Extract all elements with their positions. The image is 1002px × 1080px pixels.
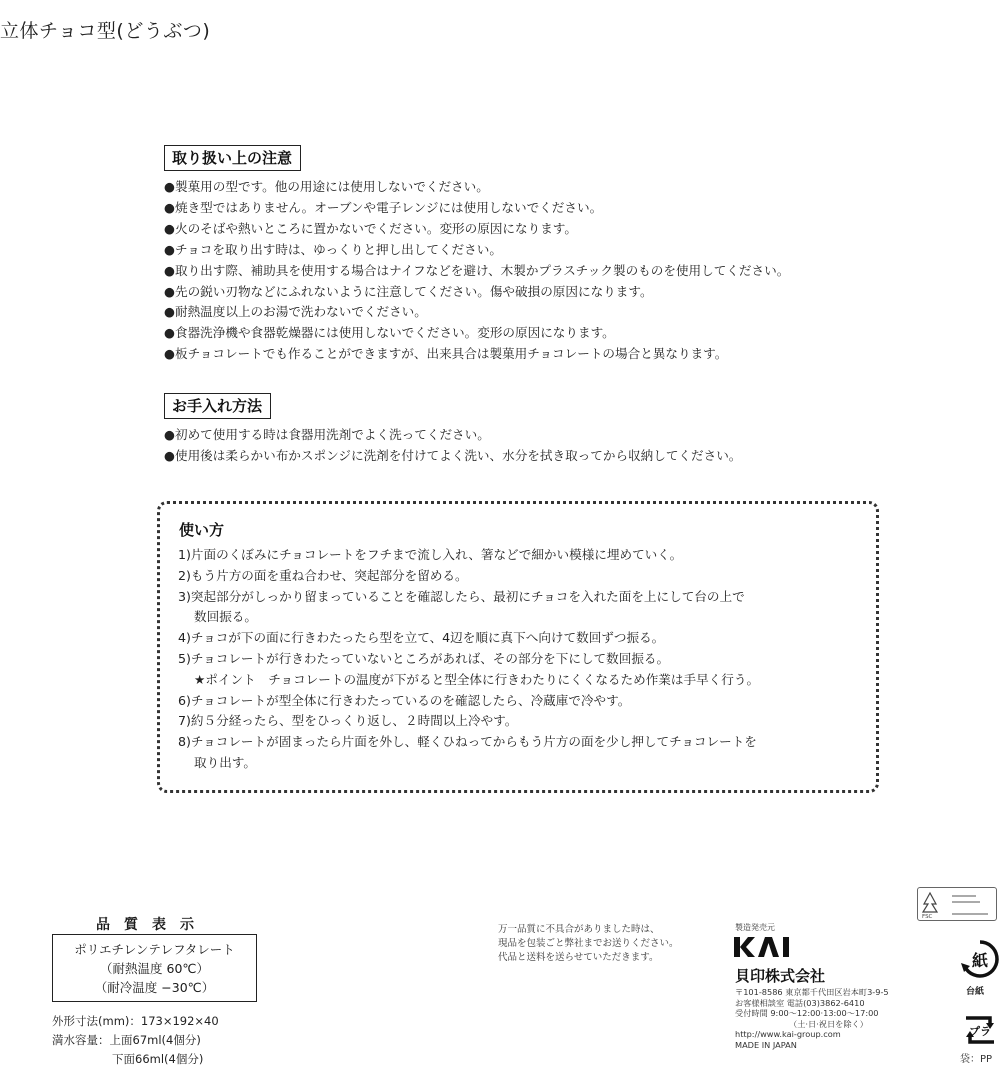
plastic-label: 袋：PP [960,1054,993,1065]
company-address [735,987,889,1050]
step-3-cont: 数回振る。 [194,609,257,625]
url-line: http://www.kai-group.com [735,1029,841,1039]
list-item: ●火のそばや熱いところに置かないでください。変形の原因になります。 [164,220,577,236]
list-item: ●初めて使用する時は食器用洗剤でよく洗ってください。 [164,427,490,442]
hours-line: 受付時間 9:00〜12:00·13:00〜17:00 [735,1008,879,1018]
plastic-recycle-icon [960,1012,1000,1052]
step-3: 3)突起部分がしっかり留まっていることを確認したら、最初にチョコを入れた面を上にして台の上で [178,588,745,604]
capacity-text: 満水容量：上面67ml(4個分) [52,1033,201,1047]
hours-note: （土·日·祝日を除く） [789,1018,868,1029]
paper-recycle-icon [960,939,1000,983]
care-list [164,425,741,467]
step-6: 6)チョコレートが型全体に行きわたっているのを確認したら、冷蔵庫で冷やす。 [178,692,631,708]
notice-line: 万一品質に不具合がありました時は、 [498,924,660,935]
notice-line: 代品と送料を送らせていただきます。 [498,952,659,963]
fsc-mark [917,887,997,921]
quality-heading: 品質表示 [96,917,208,933]
list-item: ●チョコを取り出す時は、ゆっくりと押し出してください。 [164,241,502,257]
usage-heading: 使い方 [179,521,225,539]
cold-text: （耐冷温度 −30℃） [94,980,215,995]
care-heading: お手入れ方法 [164,393,271,419]
material-text: ポリエチレンテレフタレート [74,942,235,957]
step-8-cont: 取り出す。 [194,754,256,770]
usage-steps [178,545,759,774]
specs [52,1012,219,1069]
size-text: 外形寸法(mm)：173×192×40 [52,1014,219,1028]
list-item: ●取り出す際、補助具を使用する場合はナイフなどを避け、木製かプラスチック製のものを使用してください。 [164,262,790,278]
list-item: ●焼き型ではありません。オーブンや電子レンジには使用しないでください。 [164,199,603,215]
handling-heading: 取り扱い上の注意 [164,145,301,171]
handling-list [164,177,789,365]
paper-label: 台紙 [966,987,985,997]
kai-logo [734,935,796,963]
list-item: ●板チョコレートでも作ることができますが、出来具合は製菓用チョコレートの場合と異なります。 [164,346,728,362]
step-2: 2)もう片方の面を重ね合わせ、突起部分を留める。 [178,567,468,583]
maker-label: 製造発売元 [735,923,775,932]
step-1: 1)片面のくぼみにチョコレートをフチまで流し入れ、箸などで細かい模様に埋めていく。 [178,547,683,562]
product-title: 立体チョコ型(どうぶつ) [0,20,211,42]
point-note: ★ポイント チョコレートの温度が下がると型全体に行きわたりにくくなるため作業は手早く行う。 [194,671,760,687]
notice-line: 現品を包装ごと弊社までお送りください。 [498,938,679,949]
step-5: 5)チョコレートが行きわたっていないところがあれば、その部分を下にして数回振る。 [178,650,670,666]
origin-line: MADE IN JAPAN [735,1039,797,1050]
list-item: ●先の鋭い刃物などにふれないように注意してください。傷や破損の原因になります。 [164,283,653,299]
step-4: 4)チョコが下の面に行きわたったら型を立て、4辺を順に真下へ向けて数回ずつ振る。 [178,630,665,646]
quality-box [52,934,257,1002]
step-7: 7)約５分経ったら、型をひっくり返し、２時間以上冷やす。 [178,713,518,729]
step-8: 8)チョコレートが固まったら片面を外し、軽くひねってからもう片方の面を少し押してチョコレートを [178,734,757,750]
list-item: ●使用後は柔らかい布かスポンジに洗剤を付けてよく洗い、水分を拭き取ってから収納してください。 [164,447,742,463]
plastic-symbol-text: プラ [969,1025,991,1038]
paper-symbol-text: 紙 [971,951,989,970]
list-item: ●食器洗浄機や食器乾燥器には使用しないでください。変形の原因になります。 [164,325,615,341]
list-item: ●耐熱温度以上のお湯で洗わないでください。 [164,304,427,320]
fsc-text: FSC [922,914,933,920]
defect-notice [498,923,679,965]
heat-text: （耐熱温度 60℃） [100,961,209,976]
capacity-text-2: 下面66ml(4個分) [112,1052,204,1066]
company-name: 貝印株式会社 [735,967,826,985]
address-line: 〒101-8586 東京都千代田区岩本町3-9-5 [735,987,889,997]
list-item: ●製菓用の型です。他の用途には使用しないでください。 [164,179,489,194]
support-line: お客様相談室 電話(03)3862-6410 [735,997,865,1008]
